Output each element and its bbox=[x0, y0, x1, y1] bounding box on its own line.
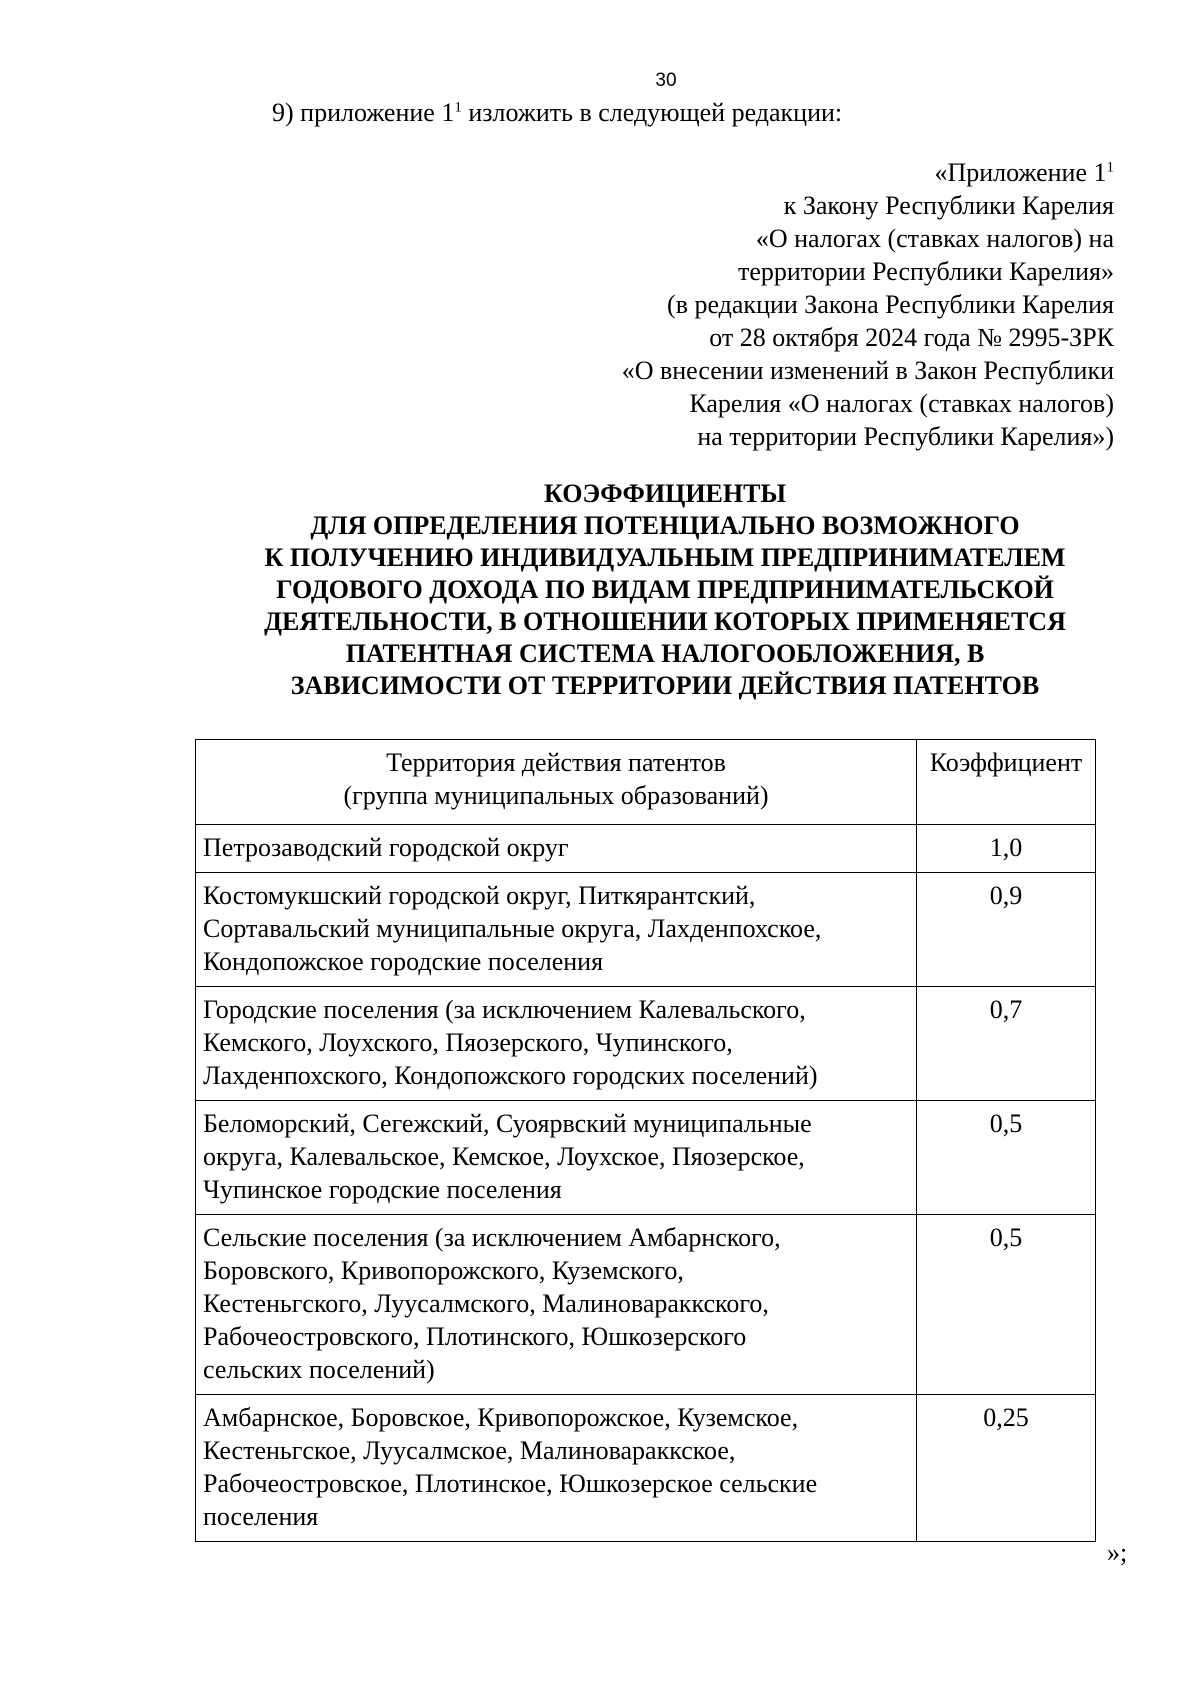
title-line: ДЕЯТЕЛЬНОСТИ, В ОТНОШЕНИИ КОТОРЫХ ПРИМЕНЯЕТСЯ bbox=[264, 607, 1066, 636]
territory-line: Костомукшский городской округ, Питкярантский, bbox=[203, 881, 756, 910]
coefficients-table bbox=[195, 739, 1096, 1542]
territory-line: поселения bbox=[203, 1502, 319, 1531]
territory-line: Лахденпохского, Кондопожского городских поселений) bbox=[203, 1061, 818, 1090]
coefficient-cell: 0,5 bbox=[917, 1215, 1096, 1395]
coefficient-cell: 0,5 bbox=[917, 1101, 1096, 1215]
page-number: 30 bbox=[655, 70, 677, 91]
territory-line: Беломорский, Сегежский, Суоярвский муниципальные bbox=[203, 1109, 812, 1138]
appendix-line: территории Республики Карелия» bbox=[737, 257, 1114, 286]
header-territory-line: (группа муниципальных образований) bbox=[343, 781, 769, 810]
territory-cell bbox=[196, 873, 917, 987]
territory-line: Чупинское городские поселения bbox=[203, 1175, 562, 1204]
title-line: ДЛЯ ОПРЕДЕЛЕНИЯ ПОТЕНЦИАЛЬНО ВОЗМОЖНОГО bbox=[310, 511, 1020, 540]
title-line: ПАТЕНТНАЯ СИСТЕМА НАЛОГООБЛОЖЕНИЯ, В bbox=[345, 639, 985, 668]
appendix-line: «О налогах (ставках налогов) на bbox=[755, 224, 1114, 253]
appendix-line: к Закону Республики Карелия bbox=[783, 191, 1114, 220]
appendix-title: «Приложение 1 bbox=[934, 158, 1107, 187]
amendment-instruction bbox=[272, 98, 842, 128]
territory-line: Сельские поселения (за исключением Амбарнского, bbox=[203, 1223, 781, 1252]
appendix-superscript: 1 bbox=[1106, 159, 1114, 176]
title-line: ЗАВИСИМОСТИ ОТ ТЕРРИТОРИИ ДЕЙСТВИЯ ПАТЕНТОВ bbox=[290, 671, 1040, 700]
title-line: К ПОЛУЧЕНИЮ ИНДИВИДУАЛЬНЫМ ПРЕДПРИНИМАТЕЛЕМ bbox=[264, 543, 1066, 572]
coefficient-cell: 0,25 bbox=[917, 1395, 1096, 1542]
territory-line: сельских поселений) bbox=[203, 1355, 435, 1384]
territory-cell bbox=[196, 987, 917, 1101]
coefficient-cell: 1,0 bbox=[917, 825, 1096, 873]
territory-line: округа, Калевальское, Кемское, Лоухское, Пяозерское, bbox=[203, 1142, 805, 1171]
appendix-line: «О внесении изменений в Закон Республики bbox=[621, 356, 1114, 385]
territory-line: Кестеньгское, Луусалмское, Малиновараккское, bbox=[203, 1436, 736, 1465]
appendix-line: на территории Республики Карелия») bbox=[697, 422, 1114, 451]
instruction-text-after: изложить в следующей редакции: bbox=[461, 98, 843, 127]
instruction-text-before: 9) приложение 1 bbox=[272, 98, 455, 127]
table-header-row bbox=[196, 740, 1096, 825]
territory-cell bbox=[196, 1215, 917, 1395]
closing-quote-mark: »; bbox=[1107, 1538, 1128, 1567]
territory-line: Кестеньгского, Луусалмского, Малиновараккского, bbox=[203, 1289, 769, 1318]
territory-line: Рабочеостровское, Плотинское, Юшкозерское сельские bbox=[203, 1469, 818, 1498]
appendix-line: Карелия «О налогах (ставках налогов) bbox=[689, 389, 1114, 418]
title-line: ГОДОВОГО ДОХОДА ПО ВИДАМ ПРЕДПРИНИМАТЕЛЬСКОЙ bbox=[276, 575, 1054, 604]
territory-line: Амбарнское, Боровское, Кривопорожское, Куземское, bbox=[203, 1403, 799, 1432]
instruction-superscript: 1 bbox=[454, 99, 462, 116]
territory-cell bbox=[196, 825, 917, 873]
title-line: КОЭФФИЦИЕНТЫ bbox=[544, 479, 786, 508]
table-row bbox=[196, 1101, 1096, 1215]
appendix-header bbox=[622, 156, 1114, 453]
territory-cell bbox=[196, 1101, 917, 1215]
table-row bbox=[196, 1395, 1096, 1542]
table-row bbox=[196, 825, 1096, 873]
appendix-line: от 28 октября 2024 года № 2995-ЗРК bbox=[709, 323, 1114, 352]
coefficient-cell: 0,9 bbox=[917, 873, 1096, 987]
appendix-line: (в редакции Закона Республики Карелия bbox=[667, 290, 1114, 319]
territory-line: Боровского, Кривопорожского, Куземского, bbox=[203, 1256, 684, 1285]
header-coefficient: Коэффициент bbox=[917, 740, 1096, 825]
territory-line: Сортавальский муниципальные округа, Лахденпохское, bbox=[203, 914, 822, 943]
territory-cell bbox=[196, 1395, 917, 1542]
header-territory bbox=[196, 740, 917, 825]
coefficient-cell: 0,7 bbox=[917, 987, 1096, 1101]
document-title bbox=[200, 478, 1130, 702]
territory-line: Рабочеостровского, Плотинского, Юшкозерского bbox=[203, 1322, 747, 1351]
territory-line: Кондопожское городские поселения bbox=[203, 947, 604, 976]
appendix-line-1 bbox=[622, 156, 1114, 189]
table-row bbox=[196, 873, 1096, 987]
table-row bbox=[196, 1215, 1096, 1395]
table-row bbox=[196, 987, 1096, 1101]
territory-line: Петрозаводский городской округ bbox=[203, 833, 569, 862]
territory-line: Кемского, Лоухского, Пяозерского, Чупинского, bbox=[203, 1028, 733, 1057]
header-territory-line: Территория действия патентов bbox=[386, 748, 726, 777]
territory-line: Городские поселения (за исключением Калевальского, bbox=[203, 995, 806, 1024]
